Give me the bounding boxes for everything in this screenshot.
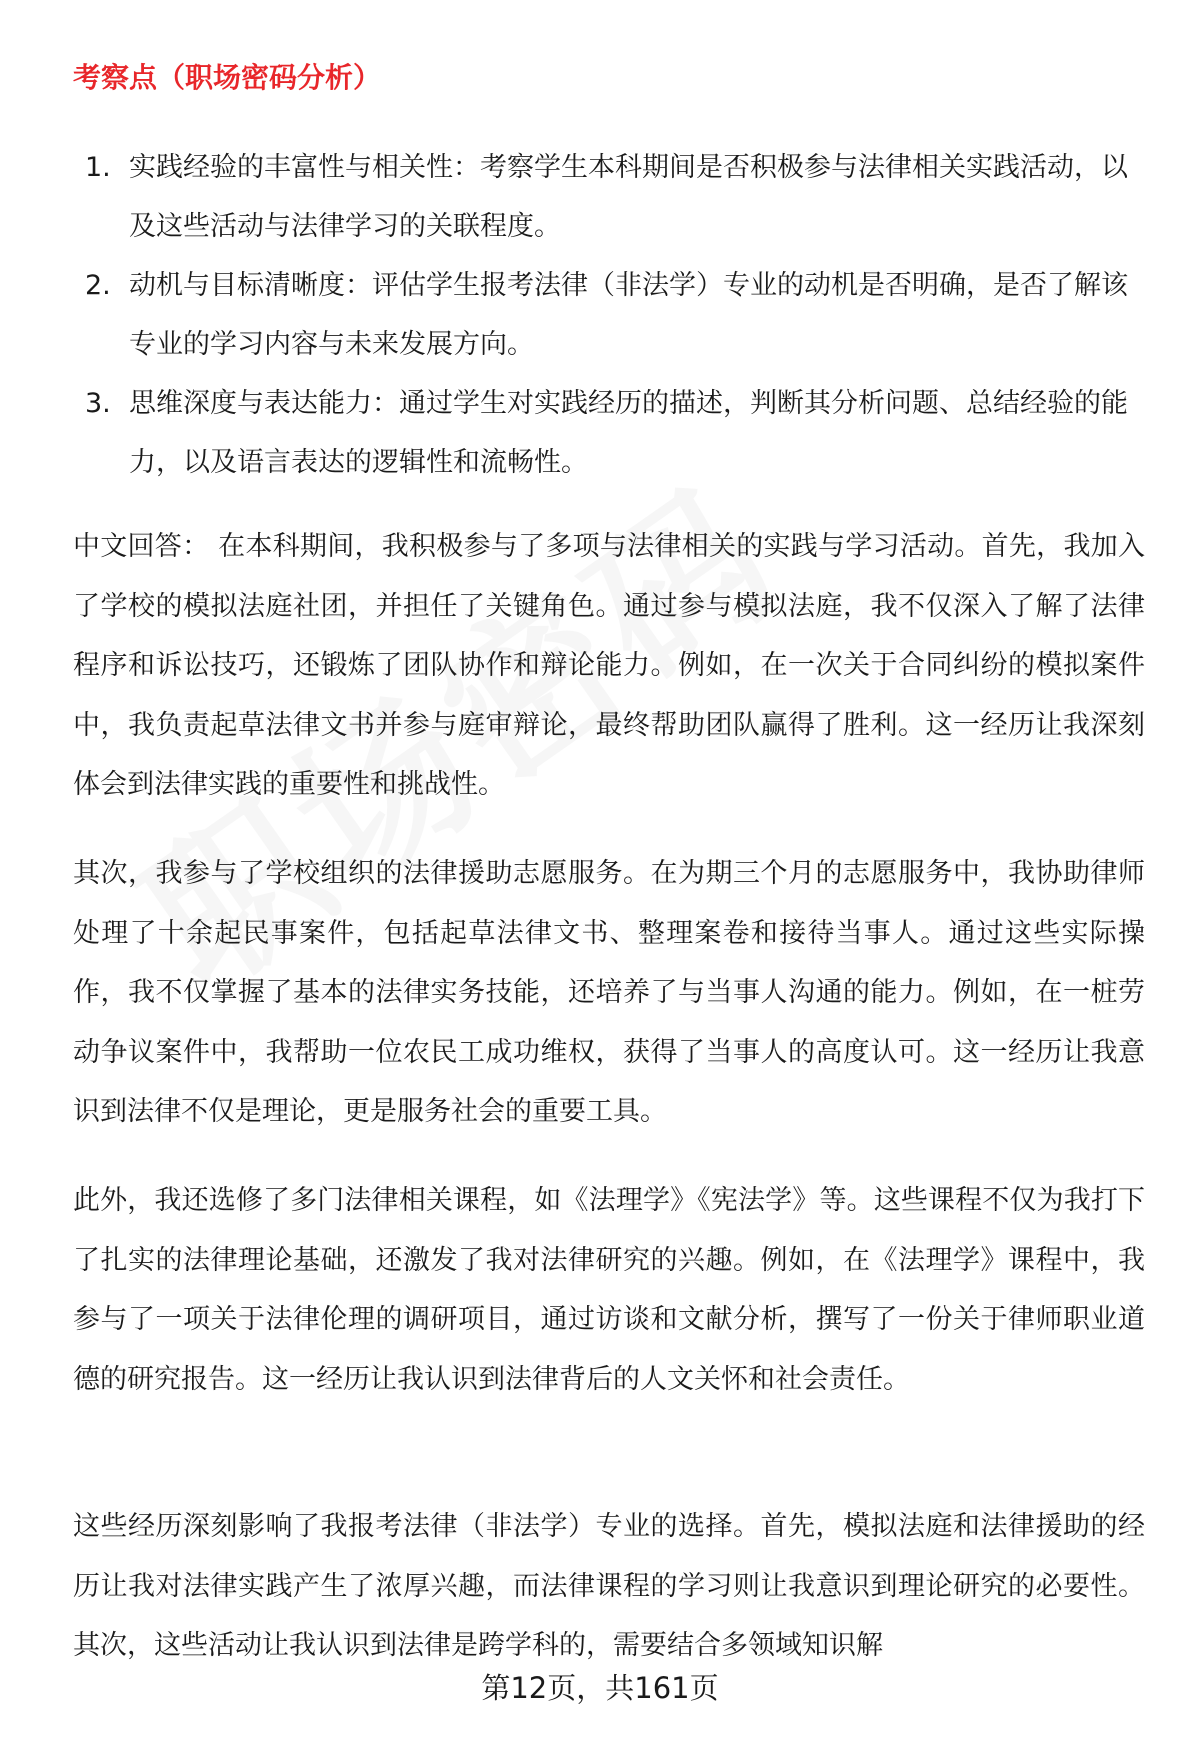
list-item-text: 动机与目标清晰度：评估学生报考法律（非法学）专业的动机是否明确，是否了解该专业的学习内容与未来发展方向。 (129, 270, 1128, 360)
answer-paragraph-4: 这些经历深刻影响了我报考法律（非法学）专业的选择。首先，模拟法庭和法律援助的经历让我对法律实践产生了浓厚兴趣，而法律课程的学习则让我意识到理论研究的必要性。其次，这些活动让我认识到法律是跨学科的，需要结合多领域知识解 (73, 1511, 1145, 1661)
list-item-number: 1. (85, 152, 111, 183)
page-number-footer: 第12页，共161页 (481, 1671, 719, 1705)
answer-paragraph-3: 此外，我还选修了多门法律相关课程，如《法理学》《宪法学》等。这些课程不仅为我打下了扎实的法律理论基础，还激发了我对法律研究的兴趣。例如，在《法理学》课程中，我参与了一项关于法律伦理的调研项目，通过访谈和文献分析，撰写了一份关于律师职业道德的研究报告。这一经历让我认识到法律背后的人文关怀和社会责任。 (73, 1185, 1145, 1395)
answer-paragraph-1: 中文回答： 在本科期间，我积极参与了多项与法律相关的实践与学习活动。首先，我加入了学校的模拟法庭社团，并担任了关键角色。通过参与模拟法庭，我不仅深入了解了法律程序和诉讼技巧，还锻炼了团队协作和辩论能力。例如，在一次关于合同纠纷的模拟案件中，我负责起草法律文书并参与庭审辩论，最终帮助团队赢得了胜利。这一经历让我深刻体会到法律实践的重要性和挑战性。 (73, 531, 1145, 800)
assessment-points-list (85, 138, 1145, 492)
list-item-number: 2. (85, 270, 111, 301)
list-item (85, 374, 1145, 492)
answer-paragraph-2: 其次，我参与了学校组织的法律援助志愿服务。在为期三个月的志愿服务中，我协助律师处理了十余起民事案件，包括起草法律文书、整理案卷和接待当事人。通过这些实际操作，我不仅掌握了基本的法律实务技能，还培养了与当事人沟通的能力。例如，在一桩劳动争议案件中，我帮助一位农民工成功维权，获得了当事人的高度认可。这一经历让我意识到法律不仅是理论，更是服务社会的重要工具。 (73, 858, 1145, 1127)
list-item (85, 138, 1145, 256)
section-title: 考察点（职场密码分析） (73, 61, 382, 94)
list-item-number: 3. (85, 388, 111, 419)
list-item-text: 思维深度与表达能力：通过学生对实践经历的描述，判断其分析问题、总结经验的能力，以及语言表达的逻辑性和流畅性。 (129, 388, 1128, 478)
list-item (85, 256, 1145, 374)
list-item-text: 实践经验的丰富性与相关性：考察学生本科期间是否积极参与法律相关实践活动，以及这些活动与法律学习的关联程度。 (129, 152, 1128, 242)
